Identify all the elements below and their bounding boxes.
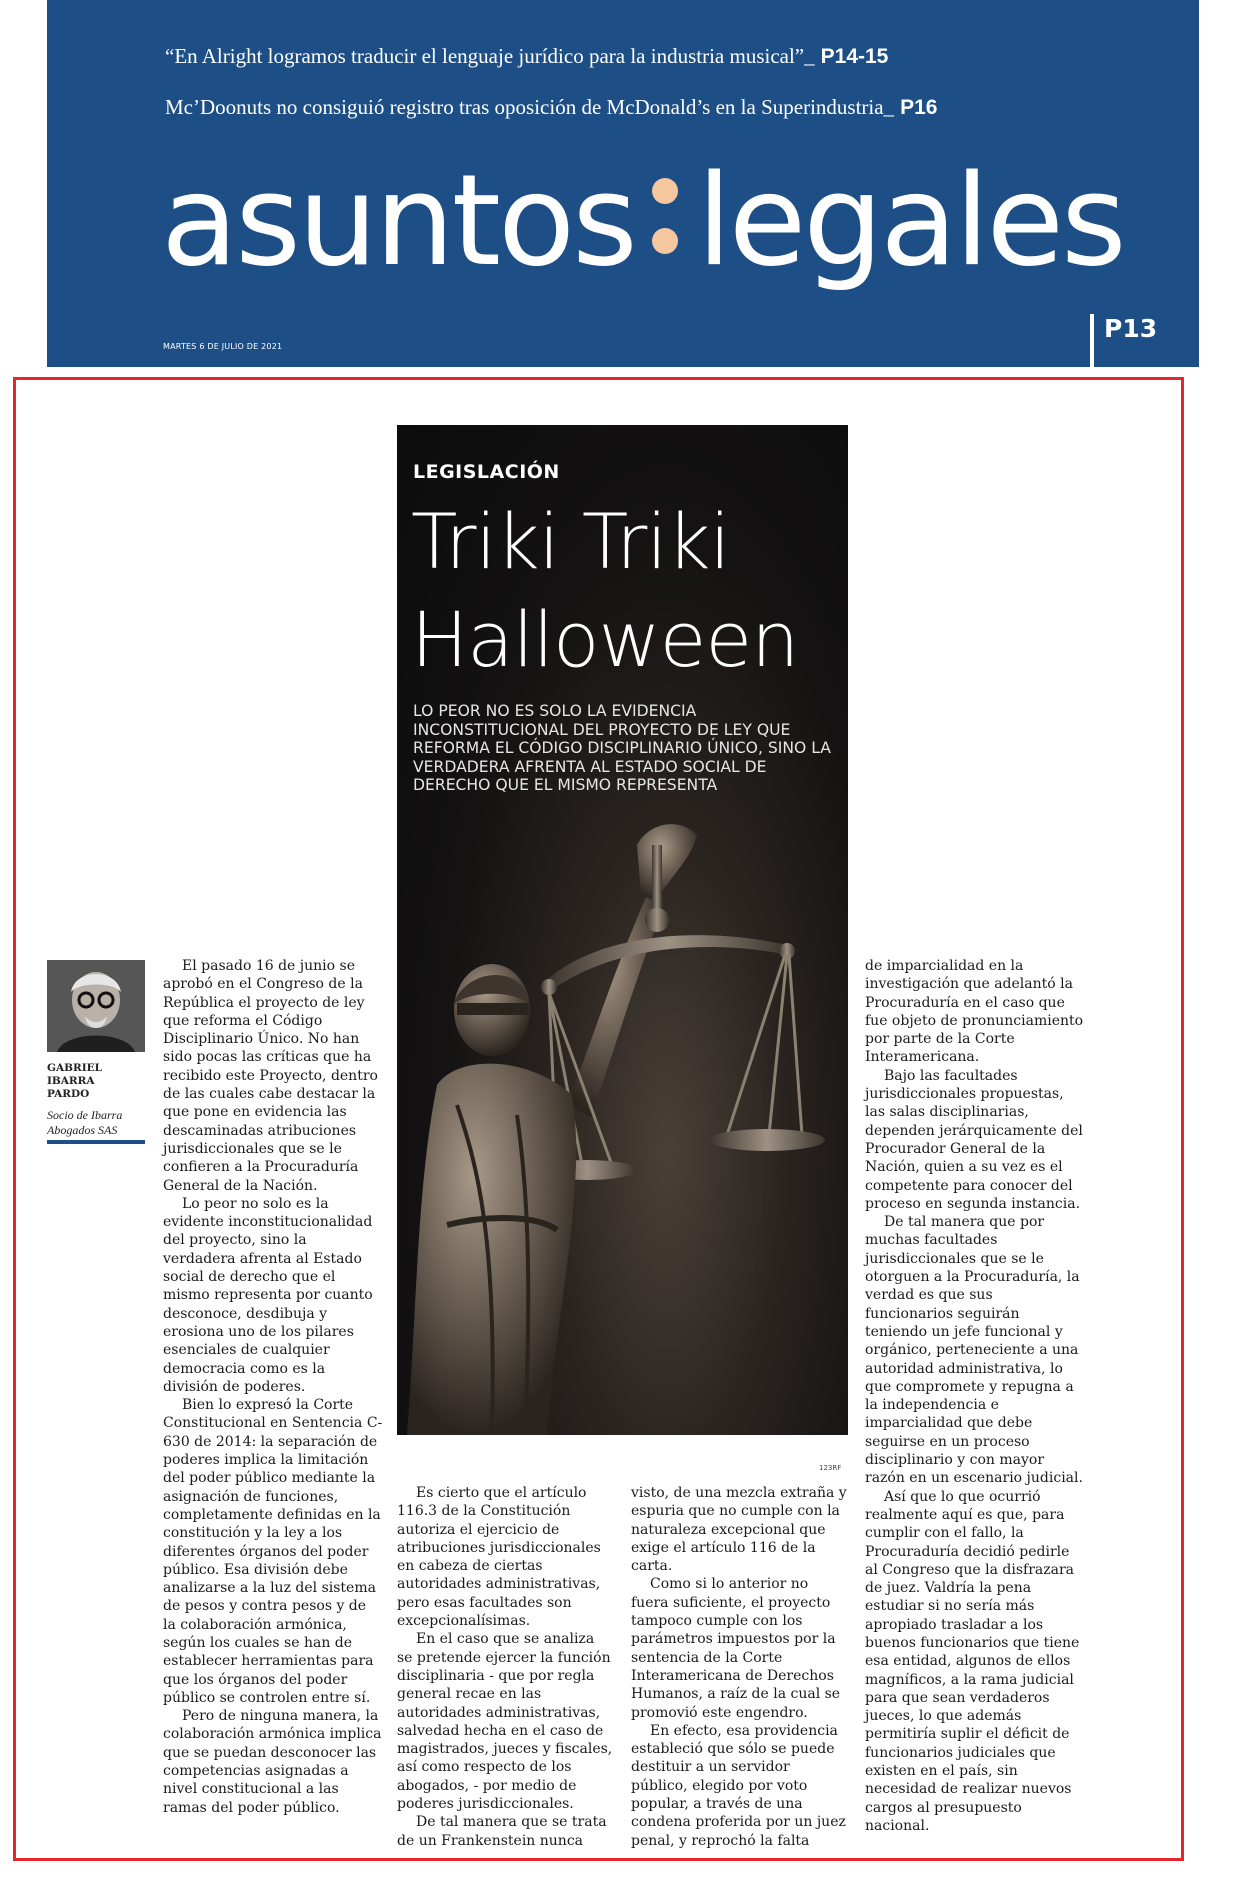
article-deck: LO PEOR NO ES SOLO LA EVIDENCIA INCONSTITUCIONAL DEL PROYECTO DE LEY QUE REFORMA EL CÓDIGO DISCIPLINARIO ÚNICO, SINO LA VERDADERA AFRENTA AL ESTADO SOCIAL DE DERECHO QUE EL MISMO REPRESENTA <box>413 702 831 794</box>
body-paragraph: de imparcialidad en la investigación que adelantó la Procuraduría en el caso que fue objeto de pronunciamiento por parte de la Corte Interamericana. <box>865 958 1084 1066</box>
author-role: Socio de Ibarra Abogados SAS <box>47 1108 123 1137</box>
section-label: LEGISLACIÓN <box>413 461 560 483</box>
logo-word-asuntos: asuntos <box>161 147 635 294</box>
body-paragraph: En el caso que se analiza se pretende ejercer la función disciplinaria - que por regla general recae en las autoridades administrativas, salvedad hecha en el caso de magistrados, jueces y fiscales, así como respecto de los abogados, - por medio de poderes jurisdiccionales. <box>397 1631 613 1813</box>
body-paragraph: El pasado 16 de junio se aprobó en el Congreso de la República el proyecto de ley que reforma el Código Disciplinario Único. No han sido pocas las críticas que ha recibido este Proyecto, dentro de las cuales cabe destacar la que pone en evidencia las descaminadas atribuciones jurisdiccionales que se le confieren a la Procuraduría General de la Nación. <box>163 958 378 1194</box>
body-paragraph: De tal manera que por muchas facultades jurisdiccionales que se le otorguen a la Procuraduría, la verdad es que sus funcionarios seguirán teniendo un jefe funcional y orgánico, perteneciente a una autoridad administrativa, lo que compromete y repugna a la independencia e imparcialidad que debe seguirse en un proceso disciplinario y con mayor razón en un escenario judicial. <box>865 1214 1083 1487</box>
body-paragraph: Es cierto que el artículo 116.3 de la Constitución autoriza el ejercicio de atribuciones jurisdiccionales en cabeza de ciertas autoridades administrativas, pero esas facultades son excepcionalísimas. <box>397 1485 601 1630</box>
hero-image-panel <box>397 425 848 1435</box>
author-name: GABRIEL IBARRA PARDO <box>47 1062 103 1100</box>
teaser-page: P14-15 <box>820 45 889 68</box>
body-paragraph: Como si lo anterior no fuera suficiente, el proyecto tampoco cumple con los parámetros impuestos por la sentencia de la Corte Interamericana de Derechos Humanos, a raíz de la cual se promovió este engendro. <box>631 1576 841 1721</box>
teaser-text: “En Alright logramos traducir el lenguaje jurídico para la industria musical”_ <box>165 44 815 68</box>
teaser-headline[interactable] <box>165 44 888 69</box>
page-number-divider <box>1090 314 1094 367</box>
author-portrait-photo <box>47 960 145 1052</box>
body-column-2 <box>397 1484 613 1850</box>
headline-line: Triki Triki <box>411 497 730 586</box>
photo-credit: 123RF <box>819 1464 842 1472</box>
body-paragraph: Pero de ninguna manera, la colaboración armónica implica que se puedan desconocer las competencias asignadas a nivel constitucional a las ramas del poder público. <box>163 1708 382 1816</box>
article-headline <box>411 493 841 689</box>
author-divider <box>47 1140 145 1144</box>
body-column-1 <box>163 957 383 1817</box>
teaser-headline[interactable] <box>165 95 937 120</box>
masthead <box>47 0 1199 367</box>
body-column-4 <box>865 957 1085 1835</box>
publication-logo <box>161 147 1124 294</box>
body-paragraph: En efecto, esa providencia estableció que sólo se puede destituir a un servidor público, elegido por voto popular, a través de una condena proferida por un juez penal, y reprochó la falta <box>631 1722 846 1849</box>
body-column-3 <box>631 1484 847 1850</box>
issue-date: MARTES 6 DE JULIO DE 2021 <box>163 342 283 351</box>
logo-colon-icon <box>635 164 697 264</box>
lady-justice-illustration <box>397 805 848 1435</box>
logo-word-legales: legales <box>696 147 1124 294</box>
teaser-text: Mc’Doonuts no consiguió registro tras oposición de McDonald’s en la Superindustria_ <box>165 95 895 119</box>
author-portrait-icon <box>47 960 145 1052</box>
body-paragraph: De tal manera que se trata de un Frankenstein nunca <box>397 1814 607 1849</box>
body-paragraph: Bien lo expresó la Corte Constitucional en Sentencia C-630 de 2014: la separación de poderes implica la limitación del poder público mediante la asignación de funciones, completamente definidas en la constitución y la ley a los diferentes órganos del poder público. Esa división debe analizarse a la luz del sistema de pesos y contra pesos y de la colaboración armónica, según los cuales se han de establecer herramientas para que los órganos del poder público se controlen entre sí. <box>163 1397 383 1706</box>
headline-line: Halloween <box>411 595 799 684</box>
body-paragraph: Lo peor no solo es la evidente inconstitucionalidad del proyecto, sino la verdadera afrenta al Estado social de derecho que el mismo representa por cuanto desconoce, desdibuja y erosiona uno de los pilares esenciales de cualquier democracia como es la división de poderes. <box>163 1195 373 1395</box>
teaser-page: P16 <box>900 96 938 119</box>
page-number: P13 <box>1104 314 1158 343</box>
body-paragraph: visto, de una mezcla extraña y espuria que no cumple con la naturaleza excepcional que exige el artículo 116 de la carta. <box>631 1485 847 1575</box>
body-paragraph: Así que lo que ocurrió realmente aquí es que, para cumplir con el fallo, la Procuraduría decidió pedirle al Congreso que la disfrazara de juez. Valdría la pena estudiar si no sería más apropiado trasladar a los buenos funcionarios que tiene esa entidad, algunos de ellos magníficos, a la rama judicial para que sean verdaderos jueces, lo que además permitiría suplir el déficit de funcionarios judiciales que existen en el país, sin necesidad de realizar nuevos cargos al presupuesto nacional. <box>865 1488 1080 1834</box>
body-paragraph: Bajo las facultades jurisdiccionales propuestas, las salas disciplinarias, dependen jerárquicamente del Procurador General de la Nación, quien a su vez es el competente para conocer del proceso en segunda instancia. <box>865 1067 1083 1212</box>
